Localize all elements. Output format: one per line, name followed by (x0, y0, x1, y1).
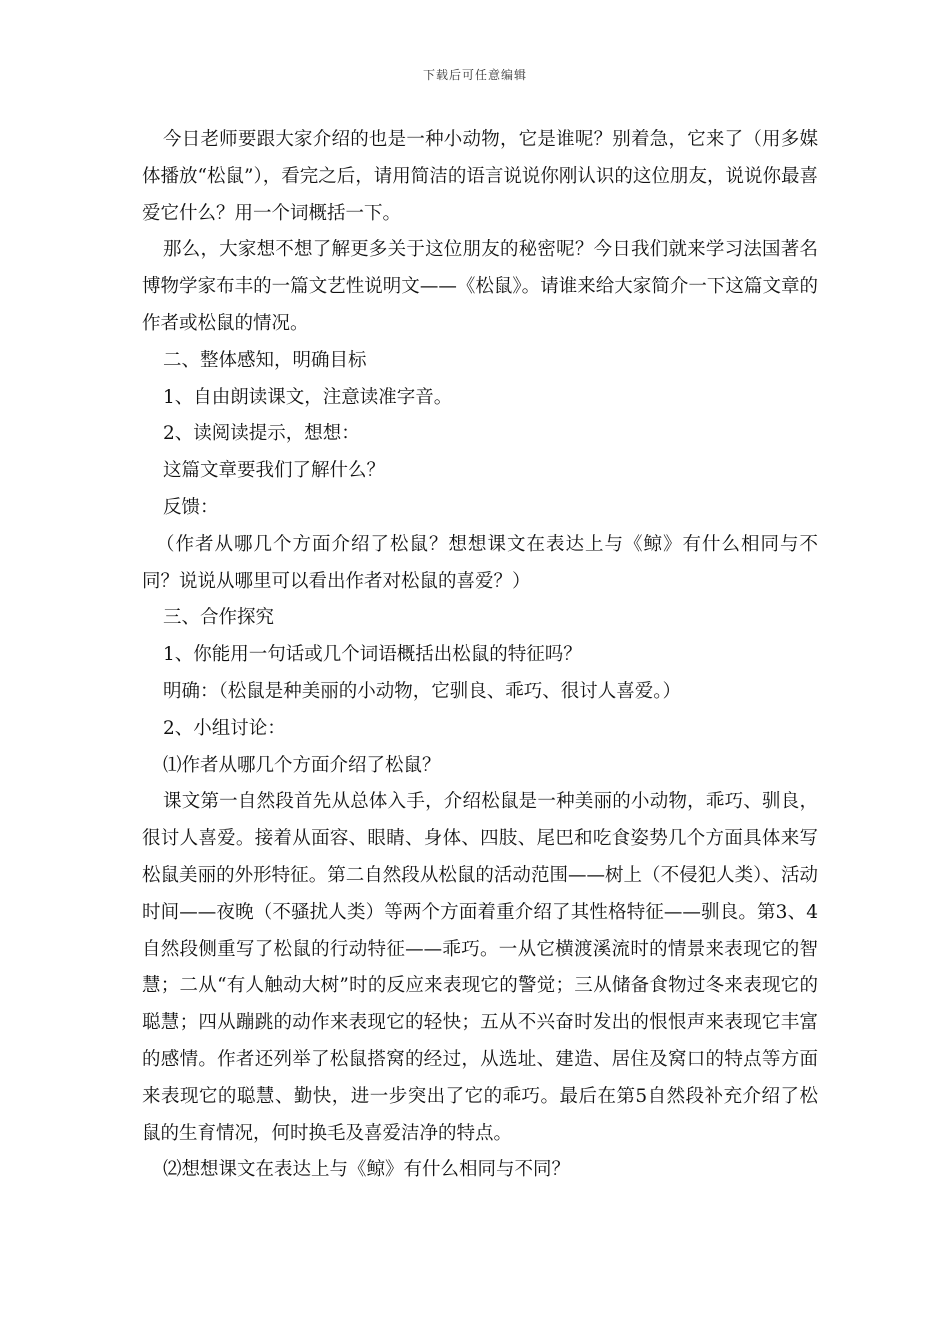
paragraph-analysis: 课文第一自然段首先从总体入手，介绍松鼠是一种美丽的小动物，乖巧、驯良，很讨人喜爱。接着从面容、眼睛、身体、四肢、尾巴和吃食姿势几个方面具体来写松鼠美丽的外形特征。第二自然段从松鼠的活动范围——树上（不侵犯人类）、活动时间——夜晚（不骚扰人类）等两个方面着重介绍了其性格特征——驯良。第3、4自然段侧重写了松鼠的行动特征——乖巧。一从它横渡溪流时的情景来表现它的智慧；二从“有人触动大树”时的反应来表现它的警觉；三从储备食物过冬来表现它的聪慧；四从蹦跳的动作来表现它的轻快；五从不兴奋时发出的恨恨声来表现它丰富的感情。作者还列举了松鼠搭窝的经过，从选址、建造、居住及窝口的特点等方面来表现它的聪慧、勤快，进一步突出了它的乖巧。最后在第5自然段补充介绍了松鼠的生育情况，何时换毛及喜爱洁净的特点。 (142, 791, 818, 1144)
sub-question-comparison: ⑵想想课文在表达上与《鲸》有什么相同与不同？ (163, 1159, 571, 1181)
sub-question-aspects: ⑴作者从哪几个方面介绍了松鼠？ (163, 754, 441, 776)
list-item-summarize: 1、你能用一句话或几个词语概括出松鼠的特征吗？ (163, 644, 582, 666)
section-heading-overview: 二、整体感知，明确目标 (163, 349, 367, 371)
page-header: 下载后可任意编辑 (422, 68, 527, 82)
list-item-read-aloud: 1、自由朗读课文，注意读准字音。 (163, 386, 453, 408)
paragraph-lesson-intro: 那么，大家想不想了解更多关于这位朋友的秘密呢？今日我们就来学习法国著名博物学家布丰的一篇文艺性说明文——《松鼠》。请谁来给大家简介一下这篇文章的作者或松鼠的情况。 (142, 239, 818, 334)
document-body (142, 122, 818, 1189)
list-item-read-hints: 2、读阅读提示，想想： (163, 423, 360, 445)
feedback-content: （作者从哪几个方面介绍了松鼠？想想课文在表达上与《鲸》有什么相同与不同？说说从哪里可以看出作者对松鼠的喜爱？） (142, 533, 818, 592)
section-heading-explore: 三、合作探究 (163, 607, 275, 629)
question-text: 这篇文章要我们了解什么？ (163, 460, 386, 482)
paragraph-intro: 今日老师要跟大家介绍的也是一种小动物，它是谁呢？别着急，它来了（用多媒体播放“松鼠”），看完之后，请用简洁的语言说说你刚认识的这位朋友，说说你最喜爱它什么？用一个词概括一下。 (142, 129, 818, 224)
feedback-label: 反馈： (163, 496, 219, 518)
list-item-group-discussion: 2、小组讨论： (163, 717, 286, 739)
answer-text: 明确：（松鼠是种美丽的小动物，它驯良、乖巧、很讨人喜爱。） (163, 680, 682, 702)
